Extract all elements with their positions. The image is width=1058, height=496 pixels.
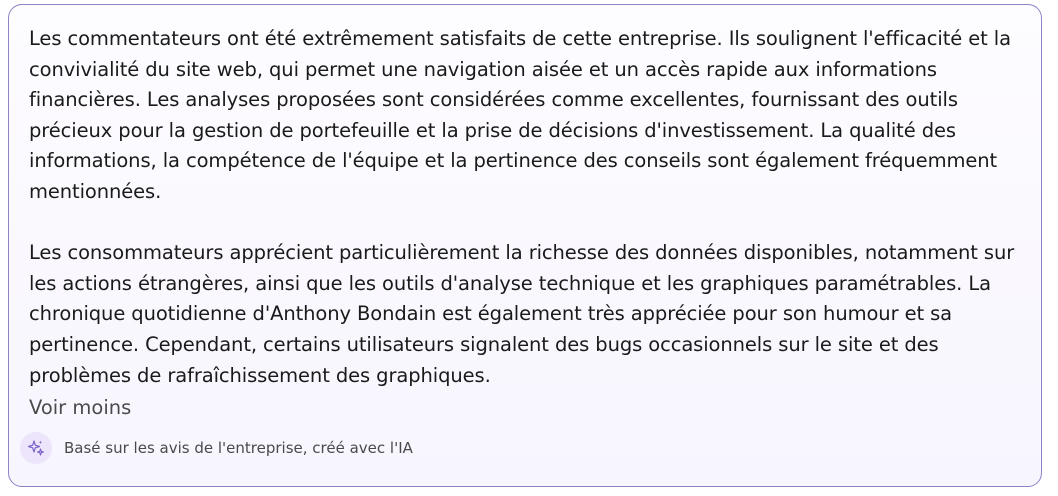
see-less-link[interactable]: Voir moins — [29, 396, 132, 420]
ai-summary-card — [8, 4, 1042, 487]
ai-attribution-footer — [20, 432, 413, 464]
paragraph-spacer — [29, 208, 1021, 239]
summary-paragraph-2: Les consommateurs apprécient particulièrement la richesse des données disponibles, notamment sur les actions étrangères, ainsi que les outils d'analyse technique et les graphiques paramétrables. La chronique quotidienne d'Anthony Bondain est également très appréciée pour son humour et sa pertinence. Cependant, certains utilisateurs signalent des bugs occasionnels sur le site et des problèmes de rafraîchissement des graphiques. — [29, 241, 1015, 387]
summary-paragraph-1: Les commentateurs ont été extrêmement satisfaits de cette entreprise. Ils soulignent l'efficacité et la convivialité du site web, qui permet une navigation aisée et un accès rapide aux informations financières. Les analyses proposées sont considérées comme excellentes, fournissant des outils précieux pour la gestion de portefeuille et la prise de décisions d'investissement. La qualité des informations, la compétence de l'équipe et la pertinence des conseils sont également fréquemment mentionnées. — [29, 27, 1011, 203]
ai-attribution-text: Basé sur les avis de l'entreprise, créé avec l'IA — [64, 439, 413, 457]
sparkle-icon — [20, 432, 52, 464]
